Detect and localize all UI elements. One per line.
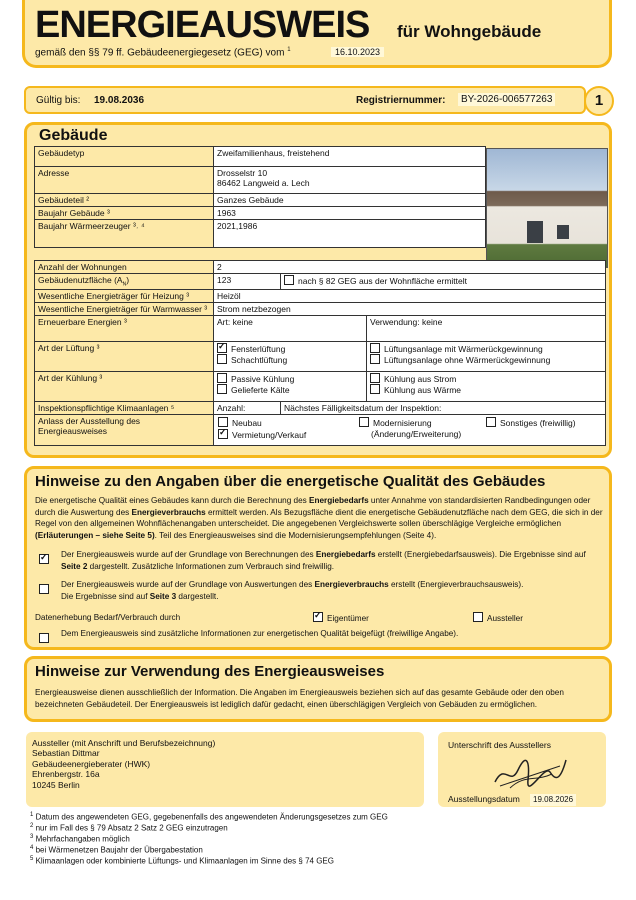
signature-label: Unterschrift des Ausstellers [448,740,551,750]
address-city: 86462 Langweid a. Lech [217,178,310,188]
issuer-label: Aussteller (mit Anschrift und Berufsbezeichnung) [32,738,216,748]
cooling-delivered-checkbox[interactable] [217,384,227,394]
occasion-new-checkbox[interactable] [218,417,228,427]
occasion-label-line1: Anlass der Ausstellung des [38,415,141,426]
occasion-modern-checkbox[interactable] [359,417,369,427]
cooling-options-left [214,371,367,401]
basis-demand-text [61,549,603,572]
valid-label: Gültig bis: [36,95,81,106]
basis-demand-part: dargestellt. Zusätzliche Informationen zum Verbrauch sind freiwillig. [87,561,335,571]
notes-text-bold: Energieverbrauchs [131,507,206,517]
ventilation-nohr-checkbox[interactable] [370,354,380,364]
ventilation-label: Art der Lüftung ³ [35,341,214,371]
cooling-electric-label: Kühlung aus Strom [384,373,457,384]
ventilation-nohr-label: Lüftungsanlage ohne Wärmerückgewinnung [384,354,551,365]
footnote-1: $^1$ Datum des angewendeten GEG, gegebenenfalls des angewendeten Änderungsgesetzes zum GEG [30,812,388,822]
law-reference [35,47,381,59]
heater-year-value: 2021,1986 [214,220,486,248]
address-street: Drosselstr 10 [217,168,268,178]
building-part-value: Ganzes Gebäude [214,194,486,207]
floor-area-check [281,274,606,290]
data-collection-label: Datenerhebung Bedarf/Verbrauch durch [35,613,181,622]
basis-consumption-part: erstellt (Energieverbrauchsausweis). [388,580,524,589]
notes-section [24,466,612,650]
hotwater-carrier-label: Wesentliche Energieträger für Warmwasser ³ [35,302,214,315]
basis-consumption-part: dargestellt. [176,591,219,601]
notes-text: unter Annahme von standardisierten Randbedingungen oder durch die Auswertung des [35,496,591,517]
address-label: Adresse [35,167,214,194]
aircon-count: Anzahl: [214,401,281,414]
renewables-label: Erneuerbare Energien ³ [35,315,214,341]
occasion-options [214,414,606,445]
basis-consumption-text [61,579,603,602]
issuer-panel [26,732,424,807]
floor-area-check-label: nach § 82 GEG aus der Wohnfläche ermittelt [298,276,467,286]
building-photo [486,148,608,268]
building-table-bottom [34,260,606,446]
valid-date: 19.08.2036 [94,95,145,106]
floor-area-label: Gebäudenutzfläche $(A_N)$ [35,274,214,290]
occasion-label [35,414,214,445]
data-collection-issuer [473,612,523,625]
ventilation-options-right [367,341,606,371]
data-collection-owner [313,612,369,625]
year-built-label: Baujahr Gebäude ³ [35,207,214,220]
additional-info-checkbox[interactable] [39,633,49,643]
issuer-address [32,748,150,790]
basis-consumption-part: Die Ergebnisse sind auf [61,591,150,601]
floor-area-label-text: Gebäudenutzfläche (A [38,275,123,285]
ventilation-shaft-label: Schachtlüftung [231,354,288,365]
ventilation-options-left [214,341,367,371]
year-built-value: 1963 [214,207,486,220]
ventilation-hr-checkbox[interactable] [370,343,380,353]
cooling-electric-checkbox[interactable] [370,373,380,383]
occasion-label-line2: Energieausweises [38,425,107,436]
notes-text-bold: (Erläuterungen – siehe Seite 5) [35,530,155,540]
basis-demand-bold: Seite 2 [61,561,88,571]
cooling-delivered-label: Gelieferte Kälte [231,384,290,395]
notes-text: Die energetische Qualität eines Gebäudes kann durch die Berechnung des [35,496,310,505]
usage-section-title: Hinweise zur Verwendung des Energieausweises [35,663,385,680]
occasion-other-label: Sonstiges (freiwillig) [500,417,576,428]
footnote-5: $^5$ Klimaanlagen oder kombinierte Lüftungs- und Klimaanlagen im Sinne des § 74 GEG [30,856,334,866]
registration-label: Registriernummer: [356,95,446,106]
aircon-label: Inspektionspflichtige Klimaanlagen ⁵ [35,401,214,414]
heating-carrier-value: Heizöl [214,289,606,302]
cooling-label: Art der Kühlung ³ [35,371,214,401]
document-title: ENERGIEAUSWEIS [35,4,370,46]
floor-area-sub: N [122,281,127,288]
notes-paragraph [35,495,603,541]
basis-consumption-checkbox[interactable] [39,584,49,594]
issuer-city: 10245 Berlin [32,779,80,790]
issuer-checkbox[interactable] [473,612,483,622]
heating-carrier-label: Wesentliche Energieträger für Heizung ³ [35,289,214,302]
header-panel [22,0,612,68]
basis-consumption-part: Der Energieausweis wurde auf der Grundlage von Auswertungen des [61,580,315,589]
law-text: gemäß den §§ 79 ff. Gebäudeenergiegesetz (GEG) vom [35,47,285,59]
renewables-use: Verwendung: keine [367,315,606,341]
footnote-text: Datum des angewendeten GEG, gegebenenfalls des angewendeten Änderungsgesetzes zum GEG [35,812,388,822]
issue-date-label: Ausstellungsdatum [448,794,520,804]
hotwater-carrier-value: Strom netzbezogen [214,302,606,315]
building-type-label: Gebäudetyp [35,147,214,167]
cooling-passive-label: Passive Kühlung [231,373,295,384]
notes-text: . Teil des Energieausweises sind die Modernisierungsempfehlungen (Seite 4). [154,530,437,540]
ventilation-shaft-checkbox[interactable] [217,354,227,364]
building-part-label: Gebäudeteil ² [35,194,214,207]
window-shape [527,221,543,243]
issuer-street: Ehrenbergstr. 16a [32,769,100,779]
usage-section [24,656,612,722]
issuer-label: Aussteller [487,614,523,623]
issuer-name: Sebastian Dittmar [32,748,100,758]
owner-label: Eigentümer [327,614,369,623]
apartments-label: Anzahl der Wohnungen [35,261,214,274]
cooling-options-right [367,371,606,401]
basis-demand-part: Der Energieausweis wurde auf der Grundlage von Berechnungen des [61,550,316,559]
document-subtitle: für Wohngebäude [397,22,542,41]
issue-date-value: 19.08.2026 [530,794,576,806]
occasion-modern-sub: (Änderung/Erweiterung) [371,428,462,439]
occasion-new-label: Neubau [232,417,262,428]
footnote-text: Mehrfachangaben möglich [35,834,130,844]
page-number-badge: 1 [584,86,614,116]
heater-year-label: Baujahr Wärmeerzeuger ³˒ ⁴ [35,220,214,248]
issuer-profession: Gebäudeenergieberater (HWK) [32,758,151,769]
address-value [214,167,486,194]
notes-section-title: Hinweise zu den Angaben über die energetische Qualität des Gebäudes [35,473,546,490]
validity-bar [24,86,586,114]
floor-area-checkbox[interactable] [284,275,294,285]
ventilation-window-checkbox[interactable] [217,343,227,353]
building-type-value: Zweifamilienhaus, freistehend [214,147,486,167]
law-date: 16.10.2023 [331,47,384,57]
footnote-4: $^4$ bei Wärmenetzen Baujahr der Übergabestation [30,845,203,855]
footnote-text: bei Wärmenetzen Baujahr der Übergabestation [35,845,203,855]
footnote-text: nur im Fall des § 79 Absatz 2 Satz 2 GEG einzutragen [35,823,228,833]
additional-info-text: Dem Energieausweis sind zusätzliche Informationen zur energetischen Qualität beigefügt (freiwillige Angabe). [61,629,459,638]
ventilation-hr-label: Lüftungsanlage mit Wärmerückgewinnung [384,343,543,354]
basis-consumption-bold: Seite 3 [149,591,177,601]
basis-demand-checkbox[interactable] [39,554,49,564]
basis-consumption-bold: Energieverbrauchs [314,580,389,589]
occasion-other-checkbox[interactable] [486,417,496,427]
basis-demand-bold: Energiebedarfs [315,550,376,559]
notes-text-bold: Energiebedarfs [309,496,369,505]
ventilation-window-label: Fensterlüftung [231,343,286,354]
footnote-text: Klimaanlagen oder kombinierte Lüftungs- und Klimaanlagen im Sinne des § 74 GEG [35,856,334,866]
footnote-2: $^2$ nur im Fall des § 79 Absatz 2 Satz 2 GEG einzutragen [30,823,228,833]
signature-scribble-icon [490,752,570,792]
building-section-title: Gebäude [39,127,108,144]
cooling-heat-label: Kühlung aus Wärme [384,384,462,395]
notes-text: ermittelt werden. Als Bezugsfläche dient die energetische Gebäudenutzfläche nach dem GEG, die sich in der Regel von den allgemeinen Wohnflächenangaben unterscheidet. Die angegebenen Vergleichswerte sollen überschlägige Vergleiche ermöglichen [35,507,603,528]
cooling-passive-checkbox[interactable] [217,373,227,383]
owner-checkbox[interactable] [313,612,323,622]
aircon-next-inspection: Nächstes Fälligkeitsdatum der Inspektion: [281,401,606,414]
basis-demand-part: erstellt (Energiebedarfsausweis). Die Ergebnisse sind auf [375,550,586,559]
footnote-3: $^3$ Mehrfachangaben möglich [30,834,130,844]
apartments-value: 2 [214,261,606,274]
law-footnote-marker: 1 [287,47,291,53]
building-table-top [34,146,486,248]
usage-text: Energieausweise dienen ausschließlich der Information. Die Angaben im Energieausweis beziehen sich auf das gesamte Gebäude oder den oben bezeichneten Gebäudeteil. Der Energieausweis ist lediglich dafür gedacht, einen überschlägigen Vergleich von Gebäuden zu ermöglichen. [35,688,564,709]
window-shape [557,225,569,239]
occasion-rent-checkbox[interactable] [218,429,228,439]
registration-number: BY-2026-006577263 [458,93,555,106]
floor-area-value: 123 [214,274,281,290]
occasion-rent-label: Vermietung/Verkauf [232,429,307,440]
signature-panel [438,732,606,807]
occasion-modern-label: Modernisierung [373,417,432,428]
renewables-type: Art: keine [214,315,367,341]
cooling-heat-checkbox[interactable] [370,384,380,394]
